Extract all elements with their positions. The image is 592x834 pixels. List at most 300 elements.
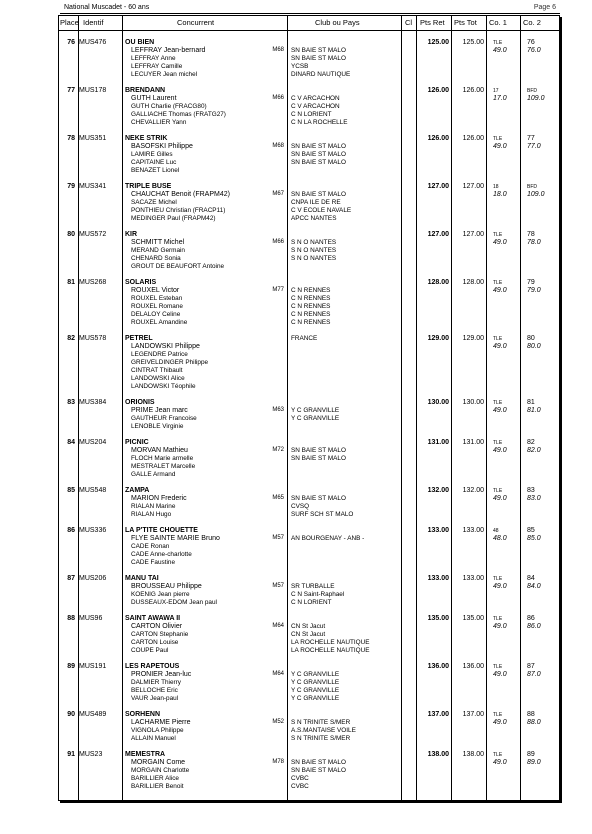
age-category: M78 <box>272 759 284 765</box>
crew-member: MERAND Germain <box>131 247 185 254</box>
age-category: M67 <box>272 191 284 197</box>
boat-name: KIR <box>125 231 138 238</box>
place-number: 81 <box>67 279 75 286</box>
page-number: Page 6 <box>533 4 556 11</box>
club-name: LA ROCHELLE NAUTIQUE <box>291 647 370 654</box>
col-place: Place <box>60 18 79 27</box>
sail-ident: MUS384 <box>79 399 107 406</box>
crew-member: MORGAIN Charlotte <box>131 767 190 774</box>
place-number: 89 <box>67 663 75 670</box>
crew-member: GALLE Armand <box>131 471 176 478</box>
table-row <box>59 658 559 706</box>
race2-points: 87.0 <box>527 671 541 678</box>
club-name: C N RENNES <box>291 319 331 326</box>
points-retained: 128.00 <box>427 279 449 286</box>
col-concurrent: Concurrent <box>177 18 215 27</box>
crew-member: LANDOWSKI Téophile <box>131 383 196 390</box>
club-name: SN BAIE ST MALO <box>291 447 346 454</box>
age-category: M64 <box>272 671 284 677</box>
points-retained: 127.00 <box>427 183 449 190</box>
place-number: 76 <box>67 39 75 46</box>
race1-place: TLE <box>493 40 503 46</box>
skipper-name: SCHMITT Michel <box>131 239 185 246</box>
points-retained: 136.00 <box>427 663 449 670</box>
race1-points: 49.0 <box>493 623 507 630</box>
race1-place: 48 <box>493 528 499 534</box>
club-name: CNPA ILE DE RE <box>291 199 341 206</box>
place-number: 79 <box>67 183 75 190</box>
race1-points: 49.0 <box>493 759 507 766</box>
race2-place: 83 <box>527 487 535 494</box>
crew-member: RIALAN Marine <box>131 503 176 510</box>
race1-place: TLE <box>493 616 503 622</box>
skipper-name: GUTH Laurent <box>131 95 177 102</box>
club-name: SR TURBALLE <box>291 583 335 590</box>
race2-place: 80 <box>527 335 535 342</box>
race2-points: 109.0 <box>527 191 545 198</box>
club-name: C N LORIENT <box>291 111 332 118</box>
table-header <box>59 16 559 31</box>
race1-points: 49.0 <box>493 671 507 678</box>
table-row <box>59 274 559 330</box>
race2-points: 76.0 <box>527 47 541 54</box>
age-category: M63 <box>272 407 284 413</box>
col-ident: Identif <box>83 18 104 27</box>
crew-member: DUSSEAUX-EDOM Jean paul <box>131 599 217 606</box>
crew-member: CADE Faustine <box>131 559 176 566</box>
sail-ident: MUS178 <box>79 87 107 94</box>
age-category: M72 <box>272 447 284 453</box>
club-list <box>291 143 346 167</box>
club-name: LA ROCHELLE NAUTIQUE <box>291 639 370 646</box>
boat-name: LA P'TITE CHOUETTE <box>125 527 198 534</box>
race2-place: 87 <box>527 663 535 670</box>
col-pts-tot: Pts Tot <box>454 18 477 27</box>
points-retained: 135.00 <box>427 615 449 622</box>
club-name: SN BAIE ST MALO <box>291 767 346 774</box>
club-name: SN BAIE ST MALO <box>291 55 346 62</box>
club-name: C N RENNES <box>291 303 331 310</box>
race1-place: 18 <box>493 184 499 190</box>
sail-ident: MUS23 <box>79 751 103 758</box>
club-list <box>291 239 336 263</box>
crew-member: CHEVALLIER Yann <box>131 119 187 126</box>
skipper-name: LANDOWSKI Philippe <box>131 343 200 350</box>
sail-ident: MUS204 <box>79 439 107 446</box>
club-name: Y C GRANVILLE <box>291 671 340 678</box>
col-club: Club ou Pays <box>315 18 360 27</box>
skipper-name: FLYE SAINTE MARIE Bruno <box>131 535 220 542</box>
table-row <box>59 226 559 274</box>
crew-member: CADE Anne-charlotte <box>131 551 192 558</box>
crew-list <box>131 103 226 127</box>
skipper-name: PRONIER Jean-luc <box>131 671 192 678</box>
club-name: SN BAIE ST MALO <box>291 191 346 198</box>
sail-ident: MUS548 <box>79 487 107 494</box>
club-list <box>291 287 330 327</box>
crew-member: COUPE Paul <box>131 647 169 654</box>
table-row <box>59 394 559 434</box>
skipper-name: CHAUCHAT Benoit (FRAPM42) <box>131 191 230 198</box>
place-number: 83 <box>67 399 75 406</box>
boat-name: BRENDANN <box>125 87 166 94</box>
race2-place: 88 <box>527 711 535 718</box>
table-row <box>59 130 559 178</box>
race2-points: 89.0 <box>527 759 541 766</box>
club-name: SURF SCH ST MALO <box>291 511 354 518</box>
points-retained: 126.00 <box>427 87 449 94</box>
crew-list <box>131 591 217 607</box>
race1-points: 49.0 <box>493 47 507 54</box>
race2-points: 80.0 <box>527 343 541 350</box>
race1-points: 18.0 <box>493 191 507 198</box>
table-row <box>59 746 559 794</box>
crew-member: CARTON Louise <box>131 639 179 646</box>
club-name: C N RENNES <box>291 311 331 318</box>
crew-member: VIGNOLA Philippe <box>131 727 184 734</box>
points-total: 130.00 <box>462 399 484 406</box>
club-name: C V ECOLE NAVALE <box>291 207 352 214</box>
race1-place: TLE <box>493 712 503 718</box>
table-row <box>59 706 559 746</box>
skipper-name: PRIME Jean marc <box>131 407 188 414</box>
age-category: M66 <box>272 95 284 101</box>
crew-list <box>131 455 195 479</box>
place-number: 91 <box>67 751 75 758</box>
points-retained: 137.00 <box>427 711 449 718</box>
crew-list <box>131 55 197 79</box>
skipper-name: BROUSSEAU Philippe <box>131 583 202 590</box>
club-name: A.S.MANTAISE VOILE <box>291 727 356 734</box>
points-total: 133.00 <box>462 527 484 534</box>
race1-points: 49.0 <box>493 407 507 414</box>
table-row <box>59 610 559 658</box>
race2-place: 81 <box>527 399 535 406</box>
race2-points: 88.0 <box>527 719 541 726</box>
club-list <box>291 671 339 703</box>
crew-list <box>131 295 187 327</box>
club-name: Y C GRANVILLE <box>291 415 340 422</box>
club-list <box>291 335 317 343</box>
crew-member: LAMIRE Gilles <box>131 151 173 158</box>
skipper-name: LACHARME Pierre <box>131 719 191 726</box>
crew-member: ALLAIN Manuel <box>131 735 176 742</box>
crew-member: DALMIER Thierry <box>131 679 181 686</box>
sail-ident: MUS96 <box>79 615 103 622</box>
table-row <box>59 482 559 522</box>
crew-list <box>131 679 181 703</box>
club-list <box>291 583 344 607</box>
crew-member: LANDOWSKI Alice <box>131 375 185 382</box>
points-retained: 130.00 <box>427 399 449 406</box>
race2-place: 78 <box>527 231 535 238</box>
crew-list <box>131 151 179 175</box>
crew-member: PONTHIEU Christian (FRACP11) <box>131 207 226 214</box>
race2-place: 77 <box>527 135 535 142</box>
club-name: SN BAIE ST MALO <box>291 455 346 462</box>
boat-name: SAINT AWAWA II <box>125 615 181 622</box>
race2-place: 82 <box>527 439 535 446</box>
club-name: APCC NANTES <box>291 215 337 222</box>
club-name: SN BAIE ST MALO <box>291 151 346 158</box>
age-category: M68 <box>272 47 284 53</box>
crew-member: BARILLIER Benoit <box>131 783 184 790</box>
race2-points: 82.0 <box>527 447 541 454</box>
crew-member: KOENIG Jean pierre <box>131 591 190 598</box>
crew-member: MEDINGER Paul (FRAPM42) <box>131 215 216 222</box>
club-name: SN BAIE ST MALO <box>291 143 346 150</box>
sail-ident: MUS341 <box>79 183 107 190</box>
table-row <box>59 522 559 570</box>
crew-member: LEGENDRE Patrice <box>131 351 188 358</box>
race1-points: 49.0 <box>493 343 507 350</box>
club-name: Y C GRANVILLE <box>291 679 340 686</box>
points-total: 131.00 <box>462 439 484 446</box>
table-row <box>59 82 559 130</box>
crew-member: CARTON Stephanie <box>131 631 189 638</box>
place-number: 85 <box>67 487 75 494</box>
club-list <box>291 191 351 223</box>
race1-points: 48.0 <box>493 535 507 542</box>
points-retained: 126.00 <box>427 135 449 142</box>
crew-member: BELLOCHE Eric <box>131 687 178 694</box>
crew-list <box>131 503 175 519</box>
skipper-name: MORGAIN Come <box>131 759 186 766</box>
points-retained: 132.00 <box>427 487 449 494</box>
boat-name: LES RAPETOUS <box>125 663 180 670</box>
club-name: C N LORIENT <box>291 599 332 606</box>
sail-ident: MUS268 <box>79 279 107 286</box>
place-number: 80 <box>67 231 75 238</box>
race2-place: BFD <box>527 88 537 94</box>
club-name: Y C GRANVILLE <box>291 407 340 414</box>
age-category: M64 <box>272 623 284 629</box>
skipper-name: MARION Frederic <box>131 495 187 502</box>
sail-ident: MUS191 <box>79 663 107 670</box>
race2-place: 85 <box>527 527 535 534</box>
race1-place: TLE <box>493 488 503 494</box>
age-category: M66 <box>272 239 284 245</box>
race2-points: 78.0 <box>527 239 541 246</box>
crew-member: VAUR Jean-paul <box>131 695 179 702</box>
race2-place: 84 <box>527 575 535 582</box>
crew-member: GALLIACHE Thomas (FRATG27) <box>131 111 226 118</box>
race1-points: 49.0 <box>493 239 507 246</box>
points-total: 127.00 <box>462 231 484 238</box>
skipper-name: LEFFRAY Jean-bernard <box>131 47 206 54</box>
header-rule <box>60 13 560 14</box>
race1-points: 49.0 <box>493 719 507 726</box>
crew-member: BENAZET Lionel <box>131 167 180 174</box>
col-pts-ret: Pts Ret <box>420 18 445 27</box>
crew-member: SACAZE Michel <box>131 199 177 206</box>
club-name: CN St Jacut <box>291 631 326 638</box>
race1-points: 17.0 <box>493 95 507 102</box>
boat-name: SOLARIS <box>125 279 157 286</box>
place-number: 87 <box>67 575 75 582</box>
crew-list <box>131 767 189 791</box>
club-name: CVSQ <box>291 503 310 510</box>
club-name: CVBC <box>291 775 309 782</box>
table-row <box>59 178 559 226</box>
crew-list <box>131 247 224 271</box>
age-category: M77 <box>272 287 284 293</box>
club-name: Y C GRANVILLE <box>291 687 340 694</box>
points-retained: 133.00 <box>427 527 449 534</box>
crew-member: CAPITAINE Luc <box>131 159 177 166</box>
club-list <box>291 759 346 791</box>
table-row <box>59 570 559 610</box>
age-category: M68 <box>272 143 284 149</box>
col-co2: Co. 2 <box>523 18 541 27</box>
race2-points: 81.0 <box>527 407 541 414</box>
crew-member: ROUXEL Esteban <box>131 295 183 302</box>
boat-name: MEMESTRA <box>125 751 166 758</box>
crew-member: CADE Ronan <box>131 543 170 550</box>
club-name: CN St Jacut <box>291 623 326 630</box>
crew-member: CHENARD Sonia <box>131 255 181 262</box>
crew-list <box>131 631 188 655</box>
race1-place: TLE <box>493 576 503 582</box>
points-total: 126.00 <box>462 135 484 142</box>
points-retained: 125.00 <box>427 39 449 46</box>
crew-member: LENOBLE Virginie <box>131 423 184 430</box>
document-title: National Muscadet - 60 ans <box>64 4 150 11</box>
crew-member: DELALOY Celine <box>131 311 181 318</box>
boat-name: TRIPLE BUSE <box>125 183 172 190</box>
race2-points: 84.0 <box>527 583 541 590</box>
club-name: SN BAIE ST MALO <box>291 47 346 54</box>
points-total: 128.00 <box>462 279 484 286</box>
skipper-name: ROUXEL Victor <box>131 287 180 294</box>
club-name: C N RENNES <box>291 287 331 294</box>
points-total: 136.00 <box>462 663 484 670</box>
club-name: FRANCE <box>291 335 318 342</box>
race1-points: 49.0 <box>493 287 507 294</box>
crew-member: FLOCH Marie armelle <box>131 455 194 462</box>
club-name: C N LA ROCHELLE <box>291 119 348 126</box>
club-name: S N TRINITE S/MER <box>291 735 351 742</box>
crew-member: LEFFRAY Anne <box>131 55 176 62</box>
race1-points: 49.0 <box>493 495 507 502</box>
sail-ident: MUS351 <box>79 135 107 142</box>
points-retained: 131.00 <box>427 439 449 446</box>
club-name: S N O NANTES <box>291 239 337 246</box>
crew-list <box>131 415 197 431</box>
place-number: 78 <box>67 135 75 142</box>
sail-ident: MUS206 <box>79 575 107 582</box>
points-total: 126.00 <box>462 87 484 94</box>
race1-place: TLE <box>493 440 503 446</box>
skipper-name: BASOFSKI Philippe <box>131 143 193 150</box>
crew-member: ROUXEL Amandine <box>131 319 188 326</box>
points-total: 125.00 <box>462 39 484 46</box>
boat-name: PETREL <box>125 335 153 342</box>
crew-member: LEFFRAY Camille <box>131 63 183 70</box>
crew-member: ROUXEL Romane <box>131 303 183 310</box>
col-co1: Co. 1 <box>489 18 507 27</box>
crew-list <box>131 199 225 223</box>
club-name: S N O NANTES <box>291 255 337 262</box>
col-cl: Cl <box>405 18 413 27</box>
race1-place: TLE <box>493 664 503 670</box>
club-list <box>291 535 364 543</box>
race2-points: 77.0 <box>527 143 541 150</box>
crew-member: MESTRALET Marcelle <box>131 463 196 470</box>
boat-name: OU BIEN <box>125 39 155 46</box>
points-retained: 129.00 <box>427 335 449 342</box>
points-total: 132.00 <box>462 487 484 494</box>
table-body <box>59 34 559 794</box>
sail-ident: MUS489 <box>79 711 107 718</box>
club-name: Y C GRANVILLE <box>291 695 340 702</box>
race2-points: 83.0 <box>527 495 541 502</box>
race2-points: 79.0 <box>527 287 541 294</box>
club-name: CVBC <box>291 783 309 790</box>
club-name: C N Saint-Raphael <box>291 591 345 598</box>
points-total: 138.00 <box>462 751 484 758</box>
race1-place: TLE <box>493 400 503 406</box>
race1-place: TLE <box>493 752 503 758</box>
points-total: 127.00 <box>462 183 484 190</box>
race2-place: 86 <box>527 615 535 622</box>
age-category: M57 <box>272 535 284 541</box>
club-name: S N O NANTES <box>291 247 337 254</box>
race1-place: TLE <box>493 232 503 238</box>
club-name: AN BOURGENAY - ANB - <box>291 535 365 542</box>
race1-points: 49.0 <box>493 447 507 454</box>
club-list <box>291 407 339 423</box>
race2-points: 109.0 <box>527 95 545 102</box>
crew-list <box>131 727 184 743</box>
age-category: M52 <box>272 719 284 725</box>
points-total: 137.00 <box>462 711 484 718</box>
club-list <box>291 47 350 79</box>
place-number: 82 <box>67 335 75 342</box>
race2-place: 89 <box>527 751 535 758</box>
table-row <box>59 34 559 82</box>
table-row <box>59 434 559 482</box>
age-category: M65 <box>272 495 284 501</box>
points-retained: 138.00 <box>427 751 449 758</box>
club-list <box>291 495 353 519</box>
points-retained: 127.00 <box>427 231 449 238</box>
club-name: C V ARCACHON <box>291 95 340 102</box>
results-table <box>58 15 560 801</box>
points-retained: 133.00 <box>427 575 449 582</box>
place-number: 77 <box>67 87 75 94</box>
boat-name: PICNIC <box>125 439 149 446</box>
club-list <box>291 623 370 655</box>
race1-place: TLE <box>493 136 503 142</box>
race2-place: 79 <box>527 279 535 286</box>
club-name: SN BAIE ST MALO <box>291 159 346 166</box>
crew-list <box>131 351 208 391</box>
sail-ident: MUS336 <box>79 527 107 534</box>
skipper-name: MORVAN Mathieu <box>131 447 188 454</box>
crew-member: RIALAN Hugo <box>131 511 172 518</box>
race1-place: TLE <box>493 336 503 342</box>
race2-points: 86.0 <box>527 623 541 630</box>
club-name: YCSB <box>291 63 309 70</box>
place-number: 90 <box>67 711 75 718</box>
club-list <box>291 447 346 463</box>
points-total: 135.00 <box>462 615 484 622</box>
crew-list <box>131 543 192 567</box>
age-category: M57 <box>272 583 284 589</box>
club-name: SN BAIE ST MALO <box>291 495 346 502</box>
place-number: 88 <box>67 615 75 622</box>
